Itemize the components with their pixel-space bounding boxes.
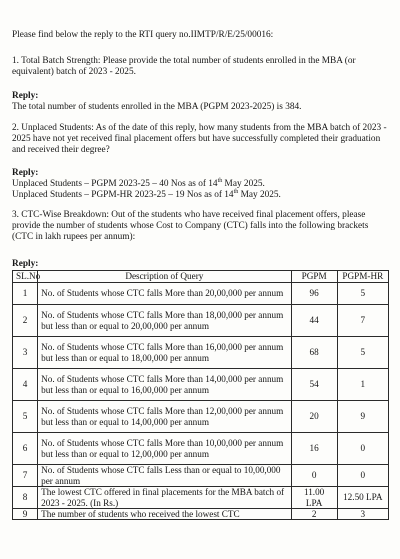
table-row	[13, 509, 389, 520]
cell-description: The lowest CTC offered in final placements for the MBA batch of 2023 - 2025. (In Rs.)	[38, 487, 291, 509]
reply-label: Reply:	[12, 168, 39, 178]
table-row	[13, 487, 389, 509]
header-pgpm: PGPM	[291, 271, 337, 283]
cell-pgpm: 96	[291, 283, 337, 305]
cell-sl: 4	[13, 369, 38, 401]
cell-sl: 3	[13, 337, 38, 369]
header-description: Description of Query	[38, 271, 291, 283]
cell-description: The number of students who received the lowest CTC	[38, 509, 291, 520]
cell-description: No. of Students whose CTC falls More than 12,00,000 per annum but less than or equal to 14,00,000 per annum	[38, 401, 291, 433]
cell-pgpm: 16	[291, 433, 337, 465]
table-row	[13, 433, 389, 465]
reply-1	[12, 91, 390, 113]
table-row	[13, 283, 389, 305]
cell-description: No. of Students whose CTC falls More than 18,00,000 per annum but less than or equal to 20,00,000 per annum	[38, 305, 291, 337]
reply-label: Reply:	[12, 259, 39, 269]
cell-pgpm-hr: 0	[337, 465, 388, 487]
cell-pgpm: 2	[291, 509, 337, 520]
cell-pgpm-hr: 12.50 LPA	[337, 487, 388, 509]
cell-pgpm-hr: 9	[337, 401, 388, 433]
cell-description: No. of Students whose CTC falls More than 14,00,000 per annum but less than or equal to 16,00,000 per annum	[38, 369, 291, 401]
reply-2	[12, 168, 390, 201]
cell-sl: 8	[13, 487, 38, 509]
table-row	[13, 401, 389, 433]
cell-sl: 6	[13, 433, 38, 465]
cell-description: No. of Students whose CTC falls Less than or equal to 10,00,000 per annum	[38, 465, 291, 487]
question-1: 1. Total Batch Strength: Please provide the total number of students enrolled in the MBA (or equivalent) batch of 2023 - 2025.	[12, 56, 356, 77]
table-row	[13, 305, 389, 337]
cell-sl: 1	[13, 283, 38, 305]
table-row	[13, 337, 389, 369]
cell-sl: 2	[13, 305, 38, 337]
header-sl-no: SL.No	[13, 271, 38, 283]
answer-1: The total number of students enrolled in the MBA (PGPM 2023-2025) is 384.	[12, 102, 302, 112]
table-header-row	[13, 271, 389, 283]
cell-pgpm: 68	[291, 337, 337, 369]
cell-pgpm-hr: 3	[337, 509, 388, 520]
cell-pgpm: 11.00 LPA	[291, 487, 337, 509]
cell-description: No. of Students whose CTC falls More than 10,00,000 per annum but less than or equal to 12,00,000 per annum	[38, 433, 291, 465]
question-3: 3. CTC-Wise Breakdown: Out of the students who have received final placement offers, please provide the number of students whose Cost to Company (CTC) falls into the following brackets (CTC in lakh rupees per annum):	[12, 210, 369, 242]
cell-pgpm-hr: 5	[337, 337, 388, 369]
reply-label: Reply:	[12, 91, 39, 101]
intro-paragraph: Please find below the reply to the RTI query no.IIMTP/R/E/25/00016:	[12, 30, 274, 40]
cell-sl: 7	[13, 465, 38, 487]
answer-2-line-2: Unplaced Students – PGPM-HR 2023-25 – 19 Nos as of 14th May 2025.	[12, 188, 281, 200]
cell-pgpm: 44	[291, 305, 337, 337]
header-pgpm-hr: PGPM-HR	[337, 271, 388, 283]
cell-pgpm: 0	[291, 465, 337, 487]
cell-pgpm-hr: 0	[337, 433, 388, 465]
cell-description: No. of Students whose CTC falls More than 20,00,000 per annum	[38, 283, 291, 305]
cell-description: No. of Students whose CTC falls More than 16,00,000 per annum but less than or equal to 18,00,000 per annum	[38, 337, 291, 369]
ctc-breakdown-table	[12, 270, 389, 520]
cell-pgpm-hr: 1	[337, 369, 388, 401]
cell-pgpm-hr: 7	[337, 305, 388, 337]
table-row	[13, 369, 389, 401]
answer-2-line-1: Unplaced Students – PGPM 2023-25 – 40 Nos as of 14th May 2025.	[12, 177, 265, 189]
cell-sl: 9	[13, 509, 38, 520]
cell-pgpm: 20	[291, 401, 337, 433]
question-2: 2. Unplaced Students: As of the date of this reply, how many students from the MBA batch of 2023 - 2025 have not yet received final placement offers but have successfully completed their graduation and received their degree?	[12, 123, 387, 155]
cell-sl: 5	[13, 401, 38, 433]
table-row	[13, 465, 389, 487]
cell-pgpm: 54	[291, 369, 337, 401]
cell-pgpm-hr: 5	[337, 283, 388, 305]
